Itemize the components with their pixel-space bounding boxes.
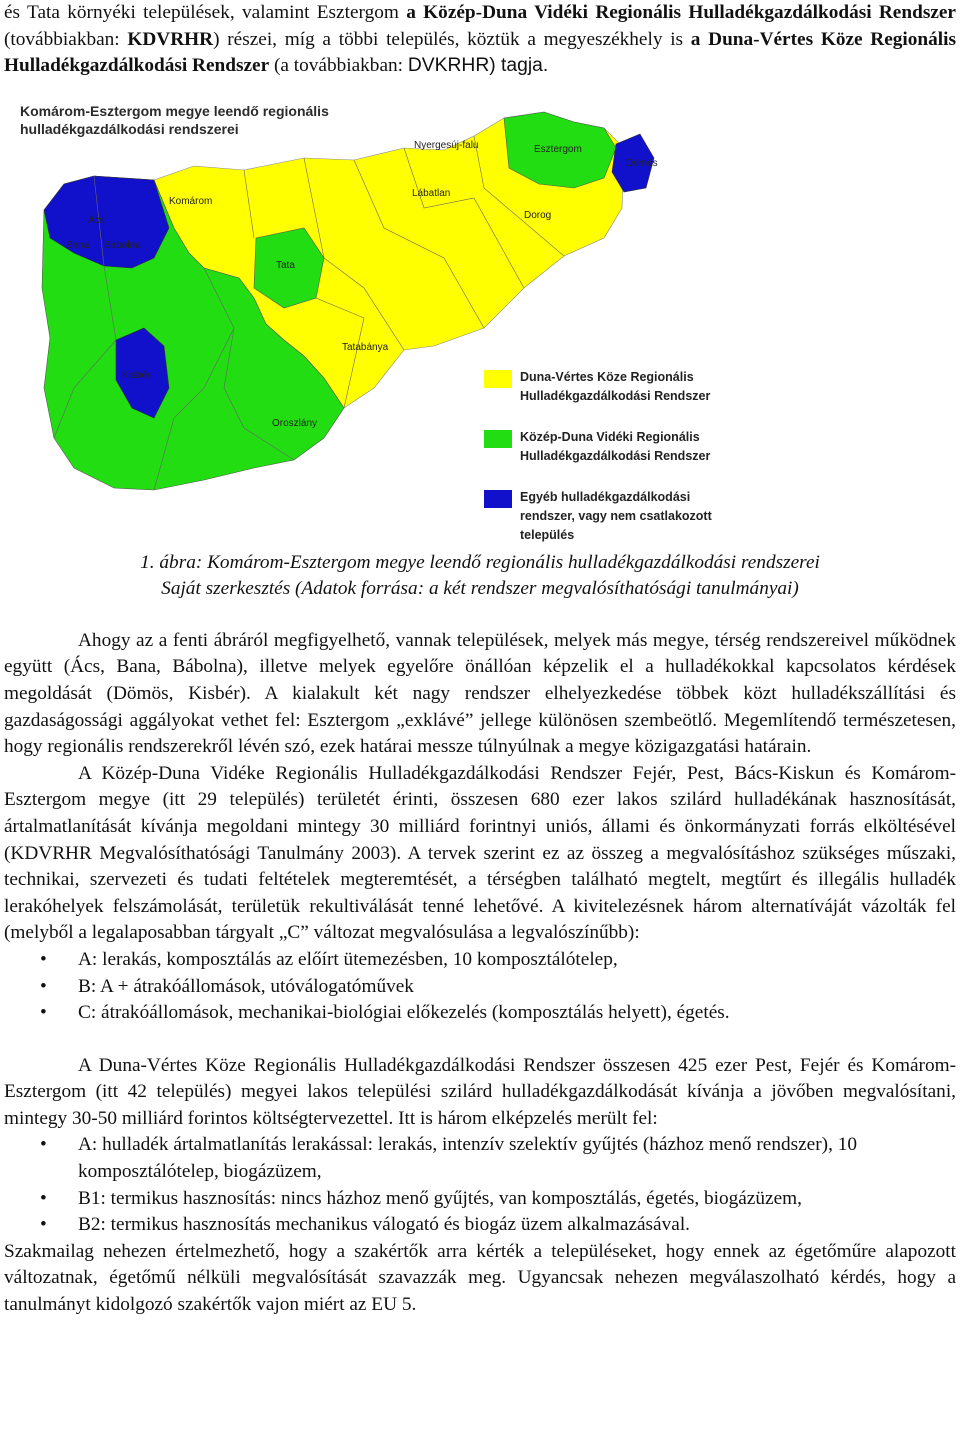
paragraph-3: A Közép-Duna Vidéke Regionális Hulladékgazdálkodási Rendszer Fejér, Pest, Bács-Kiskun és Komárom-Esztergom megye (itt 29 település) területét érinti, összesen 680 ezer lakos szilárd hulladékának hasznosítását, ártalmatlanítását kívánja megoldani mintegy 30 milliárd forintnyi uniós, állami és önkormányzati forrás elköltésével (KDVRHR Megvalósíthatósági Tanulmány 2003). A tervek szerint ez az összeg a megvalósításhoz szükséges műszaki, technikai, szervezeti és tudati feltételek megteremtését, a térségben található megtelt, megtűrt és illegális hulladék lerakóhelyek felszámolását, területük rekultiválását tenné lehetővé. A kivitelezésnek három alternatíváját vázolták fel (melyből a legalaposabban tárgyalt „C” változat megvalósulása a legvalószínűbb):: [4, 762, 956, 944]
intro-text-5: ) tagja.: [489, 55, 549, 77]
list-item-text: B2: termikus hasznosítás mechanikus válogató és biogáz üzem alkalmazásával.: [78, 1214, 690, 1236]
intro-bold-dvkrhr-name: a Duna-Vértes Köze Regionális Hulladékgazdálkodási Rendszer: [4, 28, 956, 77]
map-place-label: Oroszlány: [272, 417, 318, 429]
intro-text-3: ) részei, míg a többi település, köztük a megyeszékhely is: [213, 28, 691, 50]
map-place-label: Kisbér: [122, 369, 151, 381]
intro-text-1: és Tata környéki települések, valamint Esztergom: [4, 2, 407, 23]
bullet-icon: •: [40, 1214, 47, 1236]
bullet-icon: •: [40, 948, 47, 970]
legend-item-dvkrhr: [484, 368, 784, 428]
legend-label-dvkrhr: Duna-Vértes Köze Regionális Hulladékgazdálkodási Rendszer: [520, 369, 711, 403]
legend-item-kdvrhr: [484, 428, 784, 488]
map-title: Komárom-Esztergom megye leendő regionális hulladékgazdálkodási rendszerei: [20, 102, 329, 137]
map-place-label: Tatabánya: [342, 341, 389, 353]
paragraph-4: A Duna-Vértes Köze Regionális Hulladékgazdálkodási Rendszer összesen 425 ezer Pest, Fejér és Komárom-Esztergom (itt 42 település) megyei lakos települési szilárd hulladékgazdálkodását kívánja a jövőben megvalósítani, mintegy 30-50 milliárd forintos költségtervezettel. Itt is három elképzelés merült fel:: [4, 1054, 956, 1129]
intro-paragraph: [4, 0, 956, 80]
list-item: [4, 947, 956, 974]
map-place-label: Lábatlan: [412, 187, 451, 199]
bullet-list-kdvrhr: [4, 947, 956, 1027]
figure-caption-title: 1. ábra: Komárom-Esztergom megye leendő regionális hulladékgazdálkodási rendszerei: [140, 551, 820, 573]
intro-text-4: (a továbbiakban:: [269, 55, 408, 77]
list-item-text: A: lerakás, komposztálás az előírt ütemezésben, 10 komposztálótelep,: [78, 948, 618, 970]
list-item-text: C: átrakóállomások, mechanikai-biológiai előkezelés (komposztálás helyett), égetés.: [78, 1002, 730, 1024]
intro-text-2: (továbbiakban:: [4, 28, 128, 50]
legend-item-other: [484, 488, 784, 548]
bullet-icon: •: [40, 1134, 47, 1156]
legend-swatch-yellow: [484, 370, 512, 388]
list-item-text: B: A + átrakóállomások, utóválogatóművek: [78, 975, 414, 997]
map-place-label: Ács: [88, 214, 105, 226]
list-item: [4, 1000, 956, 1027]
legend-label-other: Egyéb hulladékgazdálkodási rendszer, vagy nem csatlakozott település: [520, 489, 712, 542]
map-place-label: Bana: [66, 239, 90, 251]
map-place-label: Esztergom: [534, 143, 582, 155]
legend-label-kdvrhr: Közép-Duna Vidéki Regionális Hulladékgazdálkodási Rendszer: [520, 429, 711, 463]
map-place-label: Tata: [276, 259, 295, 271]
list-item: [4, 1212, 956, 1239]
spacer: [4, 602, 956, 628]
intro-bold-dvkrhr: DVKRHR: [407, 55, 490, 77]
map-place-label: Dorog: [524, 209, 552, 221]
legend-swatch-blue: [484, 490, 512, 508]
list-item-text: A: hulladék ártalmatlanítás lerakással: lerakás, intenzív szelektív gyűjtés (házhoz menő rendszer), 10 komposztálótelep, biogázüzem,: [78, 1134, 857, 1183]
document-page: [4, 0, 956, 1319]
intro-bold-kdvrhr-name: a Közép-Duna Vidéki Regionális Hulladékgazdálkodási Rendszer: [406, 2, 956, 23]
figure-caption-source: Saját szerkesztés (Adatok forrása: a két rendszer megvalósíthatósági tanulmányai): [161, 577, 799, 599]
list-item: [4, 1132, 956, 1185]
bullet-list-dvkrhr: [4, 1132, 956, 1238]
bullet-icon: •: [40, 1002, 47, 1024]
paragraph-5: Szakmailag nehezen értelmezhető, hogy a szakértők arra kérték a településeket, hogy ennek az égetőműre alapozott változatnak, égetőmű nélküli megvalósítását szavazzák meg. Ugyancsak nehezen megválaszolható kérdés, hogy a tanulmányt kidolgozó szakértők vajon miért az EU 5.: [4, 1240, 956, 1316]
map-legend: [484, 368, 784, 548]
map-figure: [4, 88, 956, 544]
map-place-label: Nyergesúj-falu: [414, 139, 479, 151]
paragraph-2: Ahogy az a fenti ábráról megfigyelhető, vannak települések, melyek más megye, térség rendszereivel működnek együtt (Ács, Bana, Bábolna), illetve melyek egyelőre önállóan képzelik el a hulladékokkal kapcsolatos kérdések megoldását (Dömös, Kisbér). A kialakult két nagy rendszer elhelyezkedése többek közt hulladékszállítási és gazdaságossági aggályokat vethet fel: Esztergom „exklávé” jellege különösen szembeötlő. Megemlítendő természetesen, hogy regionális rendszerekről lévén szó, ezek határai messze túlnyúlnak a megye közigazgatási határain.: [4, 629, 956, 758]
map-place-label: Bábolna: [104, 239, 141, 251]
list-item-text: B1: termikus hasznosítás: nincs házhoz menő gyűjtés, van komposztálás, égetés, biogázüzem,: [78, 1187, 802, 1209]
bullet-icon: •: [40, 1187, 47, 1209]
legend-swatch-green: [484, 430, 512, 448]
list-item: [4, 1186, 956, 1213]
intro-bold-kdvrhr: KDVRHR: [127, 28, 214, 50]
list-item: [4, 974, 956, 1001]
map-place-label: Dömös: [626, 157, 658, 169]
spacer: [4, 1027, 956, 1053]
county-map: [4, 88, 956, 544]
figure-caption: [4, 550, 956, 602]
map-place-label: Komárom: [169, 195, 213, 207]
bullet-icon: •: [40, 975, 47, 997]
